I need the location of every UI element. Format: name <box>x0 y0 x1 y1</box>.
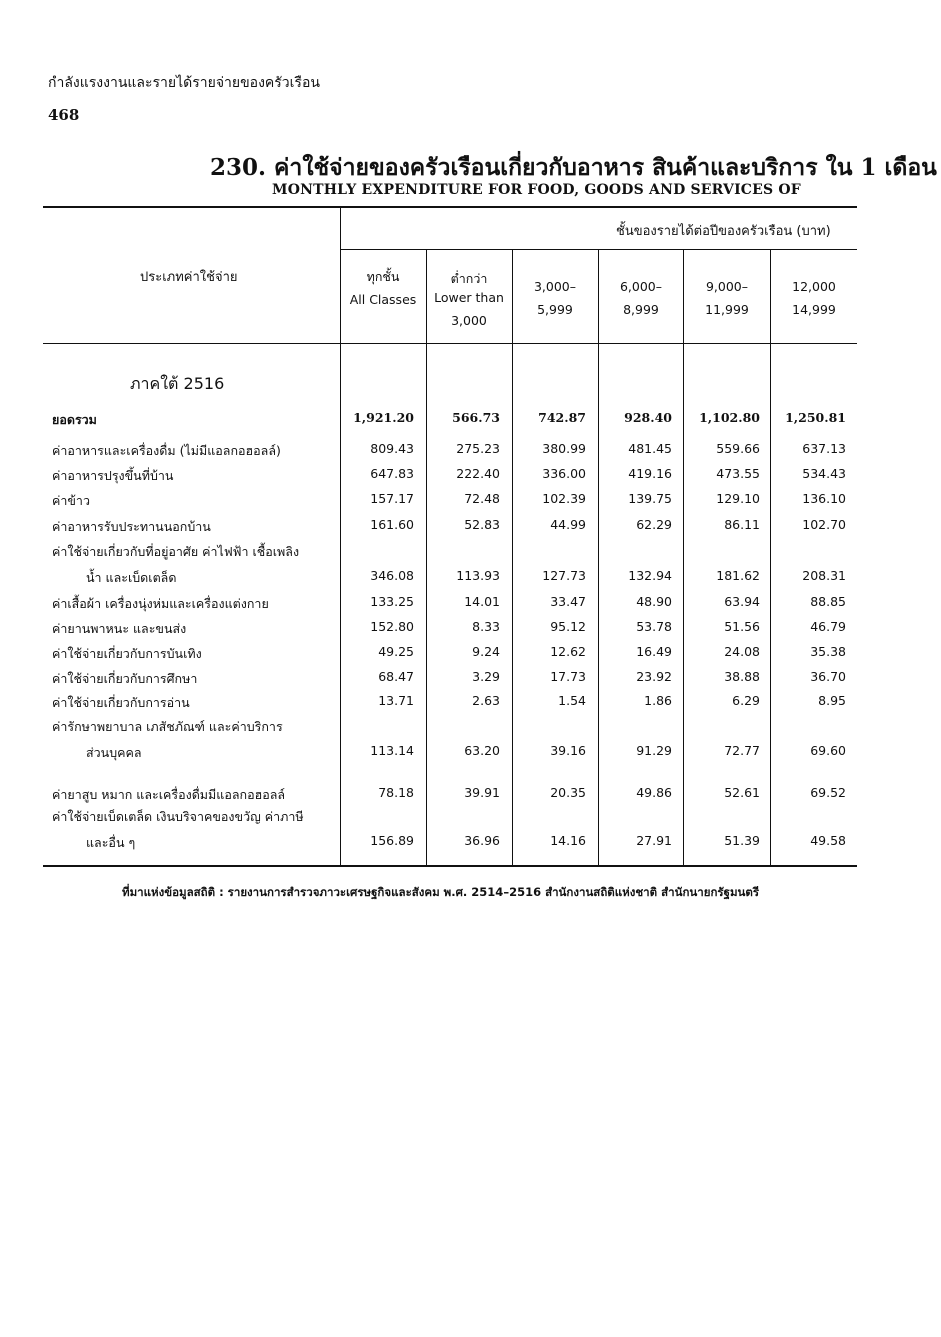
cell-value: 222.40 <box>456 466 500 481</box>
row-label: ค่ายาสูบ หมาก และเครื่องดื่มมีแอลกอฮอลล์ <box>52 787 286 802</box>
cell-value: 48.90 <box>636 594 672 609</box>
cell-value: 637.13 <box>802 441 846 456</box>
column-divider <box>426 250 427 866</box>
cell-value: 566.73 <box>452 410 500 425</box>
cell-value: 156.89 <box>370 833 414 848</box>
cell-value: 38.88 <box>724 669 760 684</box>
cell-value: 809.43 <box>370 441 414 456</box>
cell-value: 139.75 <box>628 491 672 506</box>
cell-value: 86.11 <box>724 517 760 532</box>
cell-value: 136.10 <box>802 491 846 506</box>
cell-value: 275.23 <box>456 441 500 456</box>
cell-value: 24.08 <box>724 644 760 659</box>
cell-value: 35.38 <box>810 644 846 659</box>
cell-value: 49.86 <box>636 785 672 800</box>
cell-value: 39.16 <box>550 743 586 758</box>
cell-value: 157.17 <box>370 491 414 506</box>
row-label: ค่ายานพาหนะ และขนส่ง <box>52 621 187 636</box>
region-year-label: ภาคใต้ 2516 <box>130 374 225 393</box>
cell-value: 33.47 <box>550 594 586 609</box>
top-rule <box>43 206 857 208</box>
cell-value: 72.77 <box>724 743 760 758</box>
cell-value: 113.14 <box>370 743 414 758</box>
column-header: ต่ำกว่า Lower than 3,000 <box>434 271 504 328</box>
row-label: ค่ารักษาพยาบาล เภสัชภัณฑ์ และค่าบริการ <box>52 719 283 734</box>
cell-value: 346.08 <box>370 568 414 583</box>
cell-value: 113.93 <box>456 568 500 583</box>
row-label: ค่าใช้จ่ายเกี่ยวกับการอ่าน <box>52 695 190 710</box>
column-header: 6,000– 8,999 <box>619 279 663 317</box>
cell-value: 14.01 <box>464 594 500 609</box>
cell-value: 13.71 <box>378 693 414 708</box>
cell-value: 52.83 <box>464 517 500 532</box>
cell-value: 36.70 <box>810 669 846 684</box>
table-title-english: MONTHLY EXPENDITURE FOR FOOD, GOODS AND SERVICES OF <box>272 182 801 198</box>
cell-value: 49.25 <box>378 644 414 659</box>
cell-value: 63.94 <box>724 594 760 609</box>
cell-value: 380.99 <box>542 441 586 456</box>
row-label: ค่าข้าว <box>52 493 90 508</box>
cell-value: 14.16 <box>550 833 586 848</box>
cell-value: 928.40 <box>624 410 672 425</box>
cell-value: 161.60 <box>370 517 414 532</box>
table-title-thai: 230. ค่าใช้จ่ายของครัวเรือนเกี่ยวกับอาหาร สินค้าและบริการ ใน 1 เดือน <box>210 154 937 181</box>
row-label: ค่าใช้จ่ายเกี่ยวกับการบันเทิง <box>52 646 202 661</box>
cell-value: 63.20 <box>464 743 500 758</box>
column-divider <box>770 250 771 866</box>
income-class-header: ชั้นของรายได้ต่อปีของครัวเรือน (บาท) <box>616 224 831 239</box>
row-label: ค่าใช้จ่ายเกี่ยวกับที่อยู่อาศัย ค่าไฟฟ้า เชื้อเพลิง <box>52 544 300 559</box>
row-label: ยอดรวม <box>52 412 97 427</box>
column-header: 12,000 14,999 <box>792 279 836 317</box>
cell-value: 95.12 <box>550 619 586 634</box>
cell-value: 132.94 <box>628 568 672 583</box>
running-header: กำลังแรงงานและรายได้รายจ่ายของครัวเรือน <box>48 75 320 91</box>
cell-value: 49.58 <box>810 833 846 848</box>
cell-value: 336.00 <box>542 466 586 481</box>
cell-value: 8.33 <box>472 619 500 634</box>
cell-value: 69.60 <box>810 743 846 758</box>
cell-value: 133.25 <box>370 594 414 609</box>
cell-value: 17.73 <box>550 669 586 684</box>
cell-value: 2.63 <box>472 693 500 708</box>
cell-value: 534.43 <box>802 466 846 481</box>
cell-value: 127.73 <box>542 568 586 583</box>
cell-value: 1,921.20 <box>353 410 414 425</box>
cell-value: 52.61 <box>724 785 760 800</box>
page-number: 468 <box>48 106 80 124</box>
cell-value: 44.99 <box>550 517 586 532</box>
row-label: ค่าอาหารปรุงขึ้นที่บ้าน <box>52 468 174 483</box>
cell-value: 72.48 <box>464 491 500 506</box>
cell-value: 46.79 <box>810 619 846 634</box>
cell-value: 559.66 <box>716 441 760 456</box>
source-note: ที่มาแห่งข้อมูลสถิติ : รายงานการสำรวจภาวะเศรษฐกิจและสังคม พ.ศ. 2514–2516 สำนักงานสถิติแห่งชาติ สำนักนายกรัฐมนตรี <box>122 885 760 899</box>
cell-value: 129.10 <box>716 491 760 506</box>
cell-value: 102.70 <box>802 517 846 532</box>
header-bottom-rule <box>43 343 857 344</box>
cell-value: 53.78 <box>636 619 672 634</box>
cell-value: 181.62 <box>716 568 760 583</box>
cell-value: 3.29 <box>472 669 500 684</box>
column-header: ทุกชั้น All Classes <box>349 269 417 307</box>
column-divider <box>598 250 599 866</box>
cell-value: 473.55 <box>716 466 760 481</box>
cell-value: 88.85 <box>810 594 846 609</box>
bottom-rule <box>43 865 857 867</box>
cell-value: 78.18 <box>378 785 414 800</box>
cell-value: 647.83 <box>370 466 414 481</box>
cell-value: 20.35 <box>550 785 586 800</box>
row-label-continuation: น้ำ และเบ็ดเตล็ด <box>86 570 177 585</box>
cell-value: 481.45 <box>628 441 672 456</box>
cell-value: 51.39 <box>724 833 760 848</box>
cell-value: 36.96 <box>464 833 500 848</box>
cell-value: 419.16 <box>628 466 672 481</box>
column-header: 9,000– 11,999 <box>705 279 749 317</box>
cell-value: 1,102.80 <box>699 410 760 425</box>
cell-value: 39.91 <box>464 785 500 800</box>
cell-value: 9.24 <box>472 644 500 659</box>
cell-value: 208.31 <box>802 568 846 583</box>
cell-value: 8.95 <box>818 693 846 708</box>
cell-value: 1.54 <box>558 693 586 708</box>
cell-value: 62.29 <box>636 517 672 532</box>
cell-value: 16.49 <box>636 644 672 659</box>
cell-value: 23.92 <box>636 669 672 684</box>
row-label: ค่าอาหารและเครื่องดื่ม (ไม่มีแอลกอฮอลล์) <box>52 443 281 458</box>
cell-value: 152.80 <box>370 619 414 634</box>
cell-value: 102.39 <box>542 491 586 506</box>
row-label: ค่าใช้จ่ายเบ็ดเตล็ด เงินบริจาคของขวัญ ค่าภาษี <box>52 809 304 824</box>
cell-value: 742.87 <box>538 410 586 425</box>
row-label: ค่าใช้จ่ายเกี่ยวกับการศึกษา <box>52 671 198 686</box>
cell-value: 12.62 <box>550 644 586 659</box>
column-divider <box>512 250 513 866</box>
column-header: 3,000– 5,999 <box>533 279 577 317</box>
cell-value: 6.29 <box>732 693 760 708</box>
row-label-continuation: และอื่น ๆ <box>86 835 136 850</box>
column-divider <box>683 250 684 866</box>
row-label: ค่าเสื้อผ้า เครื่องนุ่งห่มและเครื่องแต่งกาย <box>52 596 269 611</box>
cell-value: 69.52 <box>810 785 846 800</box>
cell-value: 1,250.81 <box>785 410 846 425</box>
row-label: ค่าอาหารรับประทานนอกบ้าน <box>52 519 211 534</box>
cell-value: 27.91 <box>636 833 672 848</box>
cell-value: 91.29 <box>636 743 672 758</box>
cell-value: 1.86 <box>644 693 672 708</box>
stub-header: ประเภทค่าใช้จ่าย <box>140 270 238 285</box>
row-label-continuation: ส่วนบุคคล <box>86 745 142 760</box>
cell-value: 51.56 <box>724 619 760 634</box>
cell-value: 68.47 <box>378 669 414 684</box>
